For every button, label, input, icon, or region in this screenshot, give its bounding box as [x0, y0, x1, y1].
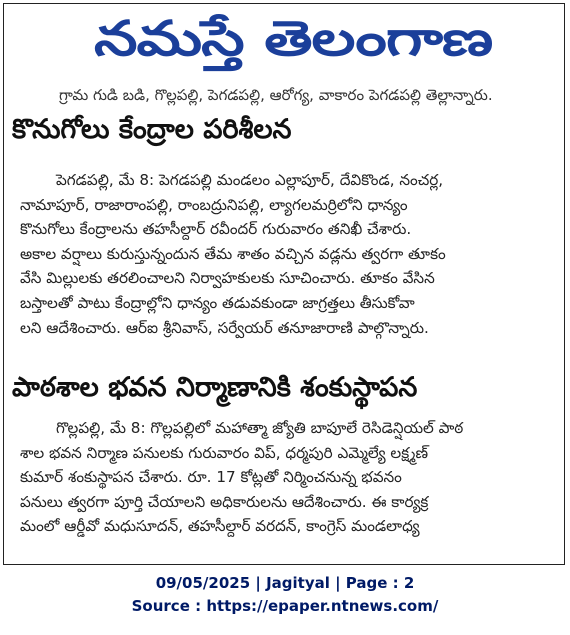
- article-1-line: పెగడపల్లి, మే 8: పెగడపల్లి మండలం ఎల్లాపూర్, దేవికొండ, నంచర్ల,: [56, 171, 444, 189]
- article-1-line: వేసి మిల్లులకు తరలించాలని నిర్వాహకులకు సూచించారు. తూకం వేసిన: [20, 269, 435, 288]
- article-1-line: లని ఆదేశించారు. ఆర్ఐ శ్రీనివాస్, సర్వేయర్ తనూజారాణి పాల్గొన్నారు.: [20, 318, 429, 337]
- article-2-headline: పాఠశాల భవన నిర్మాణానికి శంకుస్థాపన: [12, 372, 418, 403]
- article-1-body: [20, 168, 560, 340]
- cut-off-text: గ్రామ గుడి బడి, గొల్లపల్లి, పెగడపల్లి, ఆరోగ్య, వాకారం పెగడపల్లి తెల్లాన్నారు.: [59, 86, 493, 104]
- article-2-line: పనులు త్వరగా పూర్తి చేయాలని అధికారులను ఆదేశించారు. ఈ కార్యక్ర: [20, 492, 429, 511]
- newspaper-logo: నమస్తే తెలంగాణ: [94, 9, 493, 67]
- article-2-line: గొల్లపల్లి, మే 8: గొల్లపల్లిలో మహాత్మా జ్యోతి బాపూలే రెసిడెన్షియల్ పాఠ: [56, 419, 464, 437]
- article-1-line: అకాల వర్షాలు కురుస్తున్నందున తేమ శాతం వచ్చిన వడ్లను త్వరగా తూకం: [20, 244, 446, 263]
- article-1-line: కొనుగోలు కేంద్రాలను తహసీల్దార్ రవీందర్ గురువారం తనిఖీ చేశారు.: [20, 220, 412, 239]
- article-1-line: బస్తాలతో పాటు కేంద్రాల్లోని ధాన్యం తడువకుండా జాగ్రత్తలు తీసుకోవా: [20, 293, 415, 312]
- article-2-line: మంలో ఆర్డీవో మధుసూదన్, తహసీల్దార్ వరదన్, కాంగ్రెస్ మండలాధ్య: [20, 517, 420, 536]
- footer-date-edition: 09/05/2025 | Jagityal | Page : 2: [155, 574, 415, 592]
- article-2-body: [20, 416, 560, 539]
- masthead: [4, 4, 564, 96]
- article-1-headline: కొనుగోలు కేంద్రాల పరిశీలన: [12, 114, 292, 145]
- cut-off-text-line: [59, 86, 554, 110]
- article-2-line: కుమార్ శంకుస్థాపన చేశారు. రూ. 17 కోట్లతో నిర్మించనున్న భవనం: [20, 468, 402, 487]
- newspaper-clipping: [3, 3, 565, 565]
- footer-source: Source : https://epaper.ntnews.com/: [131, 597, 439, 615]
- article-1-line: నామాపూర్, రాజారాంపల్లి, రాంబద్రునిపల్లి, ల్యాగలమర్రిలోని ధాన్యం: [20, 195, 408, 214]
- article-2-line: శాల భవన నిర్మాణ పనులకు గురువారం విప్, ధర్మపురి ఎమ్మెల్యే లక్ష్మణ్: [20, 443, 429, 462]
